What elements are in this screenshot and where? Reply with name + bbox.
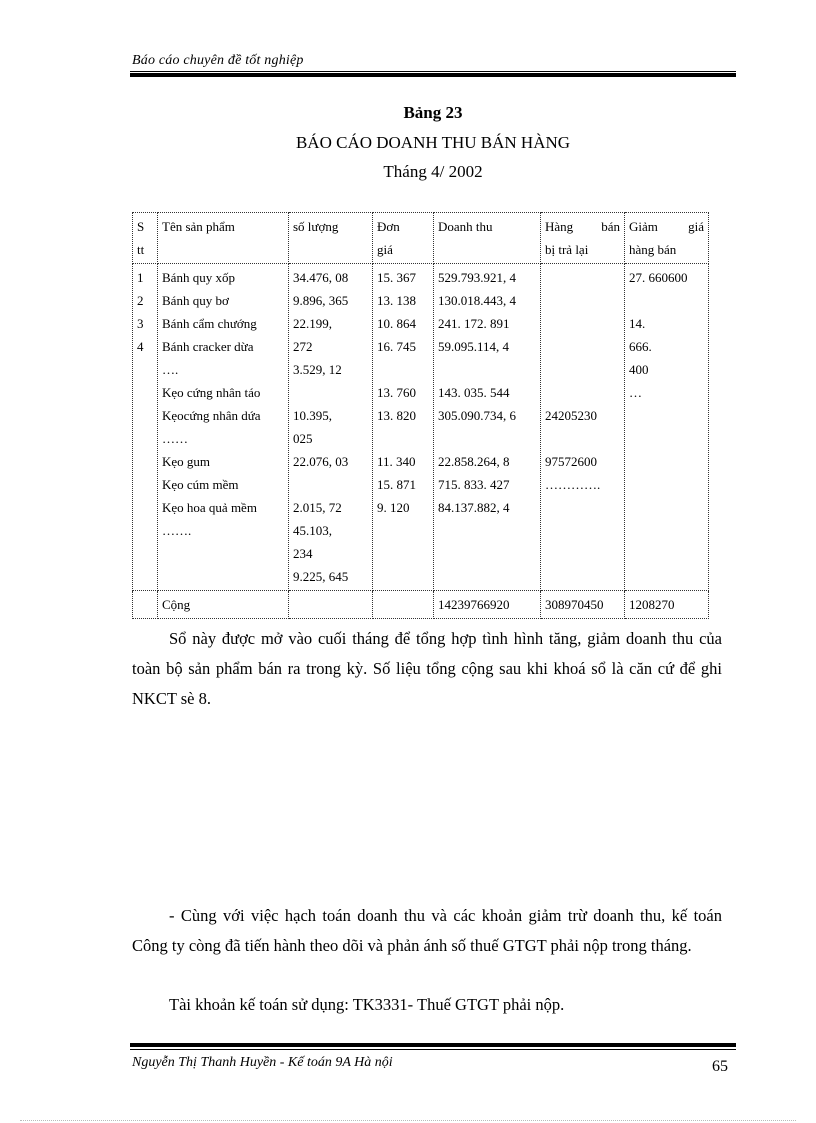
revenue-table [132,212,709,619]
cell-line: 305.090.734, 6 [438,408,516,423]
cell-line: 529.793.921, 4 [438,270,516,285]
cell-line: 15. 367 [377,270,416,285]
cell-line: 3.529, 12 [293,362,342,377]
cell-line: Kẹocứng nhân dứa [162,408,261,423]
cell-line: 9.225, 645 [293,569,349,584]
cell-line: 16. 745 [377,339,416,354]
cell-line: 22.858.264, 8 [438,454,510,469]
col-price [373,264,434,591]
cell-line: 715. 833. 427 [438,477,510,492]
page-header: Báo cáo chuyên đề tốt nghiệp [132,53,304,68]
total-label: Cộng [158,591,289,619]
total-discount: 1208270 [625,591,709,619]
table-total-row [133,591,709,619]
cell-line [545,266,620,289]
cell-line: 59.095.114, 4 [438,339,510,354]
header-qty: số lượng [289,213,373,264]
cell-line: 27. 660600 [629,270,688,285]
cell-line: 4 [137,339,144,354]
total-revenue: 14239766920 [434,591,541,619]
cell-line: …………. [545,477,601,492]
cell-line: Bánh cracker dừa [162,339,254,354]
cell-line: 2 [137,293,144,308]
cell-line [545,427,620,450]
cell-line: 1 [137,270,144,285]
cell-line: Kẹo gum [162,454,211,469]
cell-line: 14. [629,316,646,331]
page-bottom-border [20,1120,796,1121]
cell-line: …. [162,362,179,377]
cell-line [293,381,368,404]
cell-line: 15. 871 [377,477,416,492]
cell-line: Bánh quy xốp [162,270,235,285]
report-month: Tháng 4/ 2002 [383,162,483,181]
paragraph-vat-tracking: - Cùng với việc hạch toán doanh thu và các khoản giảm trừ doanh thu, kế toán Công ty còng đã tiến hành theo dõi và phản ánh số thuế GTGT phải nộp trong tháng. [132,906,722,955]
cell-line: 13. 820 [377,408,416,423]
total-returned: 308970450 [541,591,625,619]
cell-line: 45.103, [293,523,332,538]
cell-line [545,381,620,404]
cell-line [545,289,620,312]
total-price [373,591,434,619]
col-stt [133,264,158,591]
cell-line [545,358,620,381]
total-stt [133,591,158,619]
header-product: Tên sản phẩm [158,213,289,264]
cell-line [545,335,620,358]
cell-line: 10. 864 [377,316,416,331]
footer-rule-thick [130,1043,736,1047]
cell-line [293,473,368,496]
cell-line: 143. 035. 544 [438,385,510,400]
report-title: BÁO CÁO DOANH THU BÁN HÀNG [295,133,571,152]
cell-line [545,312,620,335]
cell-line: Kẹo hoa quả mềm [162,500,257,515]
header-price: Đơn giá [373,213,434,264]
cell-line: 9. 120 [377,500,410,515]
cell-line [377,427,429,450]
table-body-row [133,264,709,591]
cell-line [438,427,536,450]
cell-line: Bánh quy bơ [162,293,229,308]
cell-line: … [629,385,642,400]
cell-line: 11. 340 [377,454,416,469]
cell-line: 234 [293,546,313,561]
header-stt: S tt [133,213,158,264]
cell-line: 97572600 [545,454,597,469]
col-returned [541,264,625,591]
cell-line: ……. [162,523,192,538]
cell-line: 666. [629,339,652,354]
header-returned: Hàng bán bị trả lại [541,213,625,264]
cell-line: 241. 172. 891 [438,316,510,331]
cell-line: 025 [293,431,313,446]
cell-line [629,289,704,312]
cell-line [438,358,536,381]
cell-line: 130.018.443, 4 [438,293,516,308]
cell-line: Bánh cẩm chướng [162,316,257,331]
cell-line: 9.896, 365 [293,293,349,308]
total-qty [289,591,373,619]
cell-line [377,358,429,381]
header-rule-thick [130,73,736,77]
page-number: 65 [712,1058,728,1075]
col-discount [625,264,709,591]
cell-line: Kẹo cứng nhân táo [162,385,261,400]
header-rule-thin [130,71,736,72]
footer-rule-thin [130,1049,736,1050]
table-header-row [133,213,709,264]
cell-line: 84.137.882, 4 [438,500,510,515]
table-number: Bảng 23 [403,103,463,122]
cell-line: 272 [293,339,313,354]
paragraph-account-used: Tài khoản kế toán sử dụng: TK3331- Thuế GTGT phải nộp. [169,995,565,1014]
col-qty [289,264,373,591]
cell-line: 22.076, 03 [293,454,349,469]
col-product [158,264,289,591]
cell-line: 22.199, [293,316,332,331]
cell-line: 3 [137,316,144,331]
paragraph-ledger-description: Sổ này được mở vào cuối tháng để tổng hợp tình hình tăng, giảm doanh thu của toàn bộ sản phẩm bán ra trong kỳ. Số liệu tổng cộng sau khi khoá sổ là căn cứ để ghi NKCT sè 8. [132,629,722,708]
cell-line: 13. 760 [377,385,416,400]
cell-line: 10.395, [293,408,332,423]
cell-line: 34.476, 08 [293,270,349,285]
footer-author: Nguyễn Thị Thanh Huyền - Kế toán 9A Hà nội [132,1055,393,1070]
cell-line: 2.015, 72 [293,500,342,515]
header-revenue: Doanh thu [434,213,541,264]
cell-line: Kẹo cúm mềm [162,477,239,492]
col-revenue [434,264,541,591]
header-discount: Giảm giá hàng bán [625,213,709,264]
cell-line: 24205230 [545,408,597,423]
cell-line: 13. 138 [377,293,416,308]
cell-line: 400 [629,362,649,377]
cell-line: …… [162,431,188,446]
